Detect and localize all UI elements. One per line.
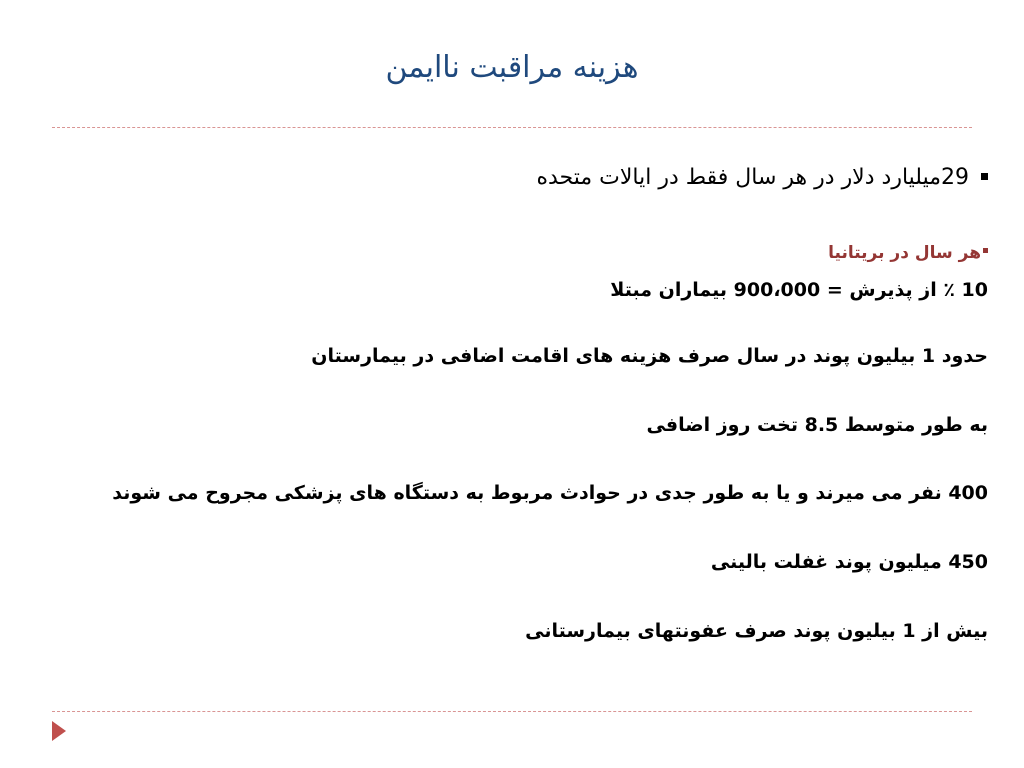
fact-line-5: 450 میلیون پوند غفلت بالینی (710, 551, 988, 573)
fact-line-2: حدود 1 بیلیون پوند در سال صرف هزینه های اقامت اضافی در بیمارستان (311, 345, 988, 367)
play-triangle-icon[interactable] (52, 721, 66, 741)
fact-line-6: بیش از 1 بیلیون پوند صرف عفونتهای بیمارستانی (525, 620, 988, 642)
divider-bottom (52, 711, 972, 712)
sub-heading-text: هر سال در بریتانیا (828, 243, 981, 263)
fact-line-1: 10 ٪ از پذیرش = 900،000 بیماران مبتلا (610, 279, 988, 301)
main-bullet (536, 160, 988, 196)
square-bullet-icon (981, 173, 988, 180)
square-bullet-icon (983, 248, 988, 253)
sub-heading (828, 239, 988, 267)
fact-line-4: 400 نفر می میرند و یا به طور جدی در حوادث مربوط به دستگاه های پزشکی مجروح می شوند (112, 482, 988, 504)
fact-line-3: به طور متوسط 8.5 تخت روز اضافی (646, 414, 988, 436)
main-bullet-text: 29میلیارد دلار در هر سال فقط در ایالات متحده (536, 165, 969, 190)
slide-title: هزینه مراقبت ناایمن (385, 50, 639, 85)
divider-top (52, 127, 972, 128)
